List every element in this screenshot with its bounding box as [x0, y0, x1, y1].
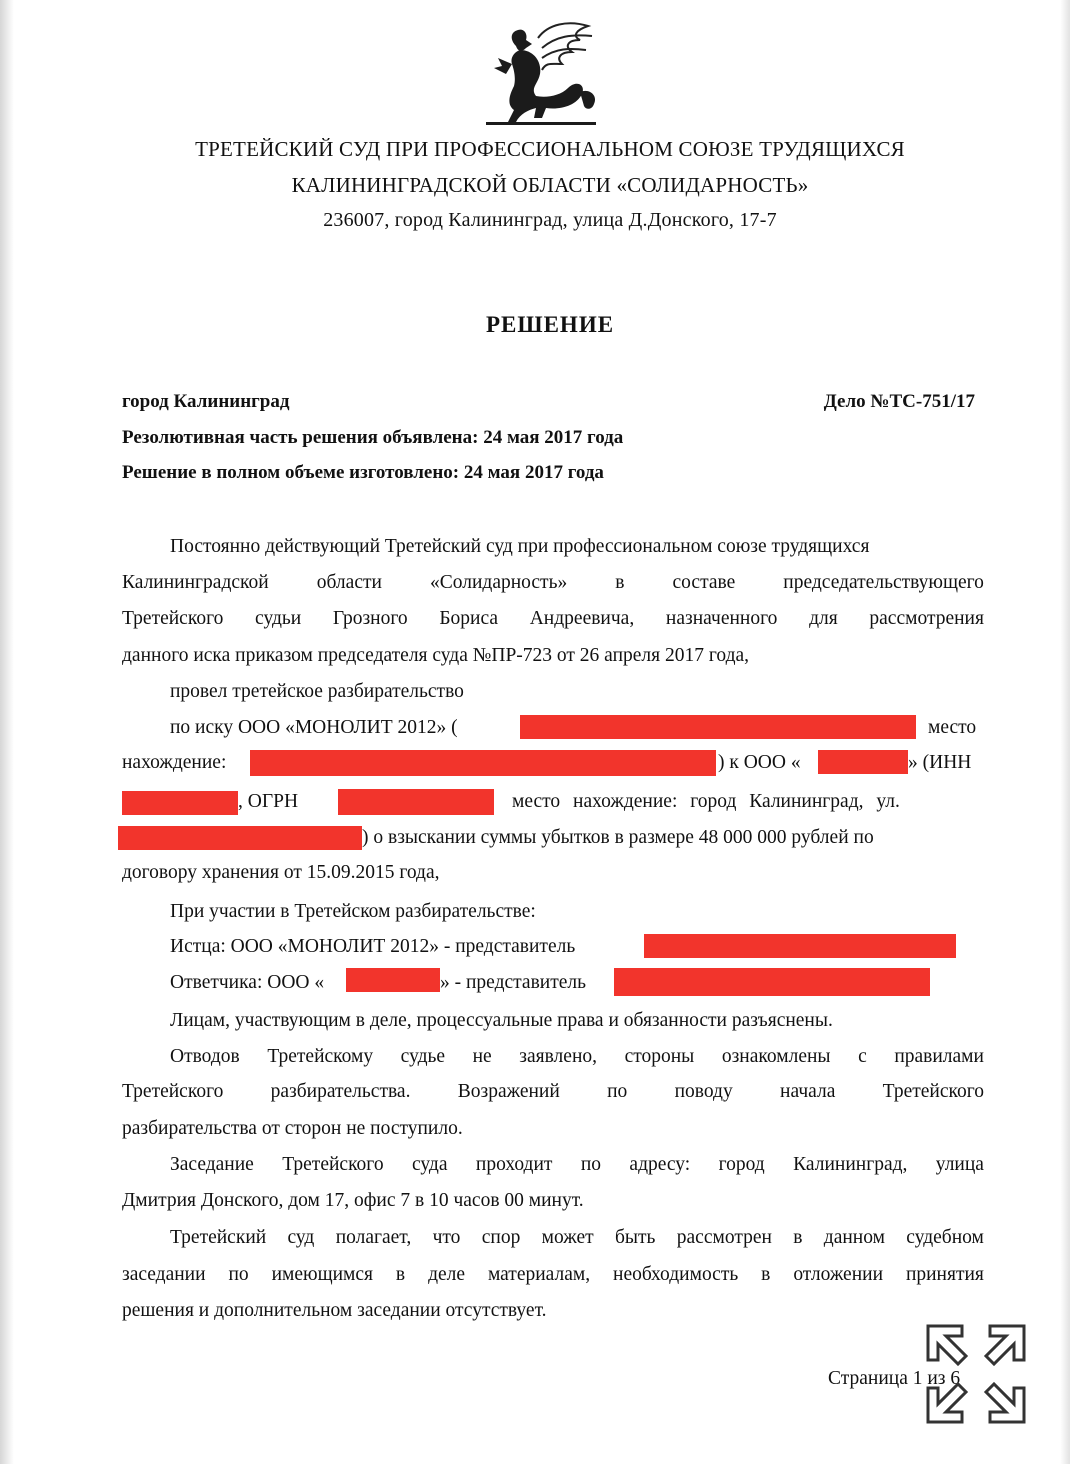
announced-date: Резолютивная часть решения объявлена: 24 мая 2017 года	[122, 427, 624, 448]
made-date: Решение в полном объеме изготовлено: 24 мая 2017 года	[122, 462, 604, 483]
redaction-block	[118, 826, 362, 850]
p10-line-2: заседании по имеющимся в деле материалам, необходимость в отложении принятия	[122, 1264, 984, 1285]
redaction-block	[520, 715, 916, 739]
p10-line-1: Третейский суд полагает, что спор может быть рассмотрен в данном судебном	[170, 1227, 984, 1248]
p8-line-2: Третейского разбирательства. Возражений по поводу начала Третейского	[122, 1081, 984, 1102]
p4-participation: При участии в Третейском разбирательстве:	[170, 901, 536, 922]
p9-line-1: Заседание Третейского суда проходит по адресу: город Калининград, улица	[170, 1154, 984, 1175]
p3-defendant-start: ) к ООО «	[718, 752, 801, 773]
redaction-block	[818, 750, 908, 774]
p7-rights: Лицам, участвующим в деле, процессуальные права и обязанности разъяснены.	[170, 1010, 833, 1031]
p6-defendant-start: Ответчика: ООО «	[170, 972, 325, 993]
p9-line-2: Дмитрия Донского, дом 17, офис 7 в 10 часов 00 минут.	[122, 1190, 584, 1211]
p10-line-3: решения и дополнительном заседании отсутствует.	[122, 1300, 547, 1321]
city-label: город Калининград	[122, 391, 290, 412]
griffin-emblem-icon	[476, 18, 606, 130]
p3-address-label: место нахождение: город Калининград, ул.	[512, 791, 900, 812]
p3-ogrn-label: , ОГРН	[238, 791, 299, 812]
redaction-block	[644, 934, 956, 958]
redaction-block	[122, 791, 238, 815]
p2-line: провел третейское разбирательство	[170, 681, 464, 702]
case-number: Дело №ТС-751/17	[823, 391, 975, 412]
redaction-block	[338, 789, 494, 815]
expand-icon[interactable]	[922, 1320, 1030, 1428]
court-name-line-2: КАЛИНИНГРАДСКОЙ ОБЛАСТИ «СОЛИДАРНОСТЬ»	[291, 173, 809, 197]
p1-line-2: Калининградской области «Солидарность» в составе председательствующего	[122, 572, 984, 593]
p3-claim-amount: ) о взыскании суммы убытков в размере 48 000 000 рублей по	[362, 827, 874, 848]
redaction-block	[346, 968, 440, 992]
p8-line-1: Отводов Третейскому судье не заявлено, стороны ознакомлены с правилами	[170, 1046, 984, 1067]
p3-claim-start: по иску ООО «МОНОЛИТ 2012» (	[170, 717, 458, 738]
p3-contract: договору хранения от 15.09.2015 года,	[122, 862, 440, 883]
redaction-block	[614, 968, 930, 996]
p1-line-3: Третейского судьи Грозного Бориса Андреевича, назначенного для рассмотрения	[122, 608, 984, 629]
page-number: Страница 1 из 6	[828, 1368, 961, 1389]
p8-line-3: разбирательства от сторон не поступило.	[122, 1118, 463, 1139]
p5-plaintiff: Истца: ООО «МОНОЛИТ 2012» - представитель	[170, 936, 576, 957]
court-name-line-1: ТРЕТЕЙСКИЙ СУД ПРИ ПРОФЕССИОНАЛЬНОМ СОЮЗЕ ТРУДЯЩИХСЯ	[195, 137, 905, 161]
redaction-block	[250, 750, 716, 776]
p1-line-4: данного иска приказом председателя суда №ПР-723 от 26 апреля 2017 года,	[122, 645, 750, 666]
p3-place-label: место	[928, 717, 977, 738]
court-address: 236007, город Калининград, улица Д.Донского, 17-7	[323, 209, 777, 231]
p3-location-label: нахождение:	[122, 752, 227, 773]
document-title: РЕШЕНИЕ	[485, 312, 615, 337]
p6-defendant-rep: » - представитель	[440, 972, 587, 993]
p3-inn-label: » (ИНН	[908, 752, 972, 773]
p1-line-1: Постоянно действующий Третейский суд при профессиональном союзе трудящихся	[170, 536, 870, 557]
